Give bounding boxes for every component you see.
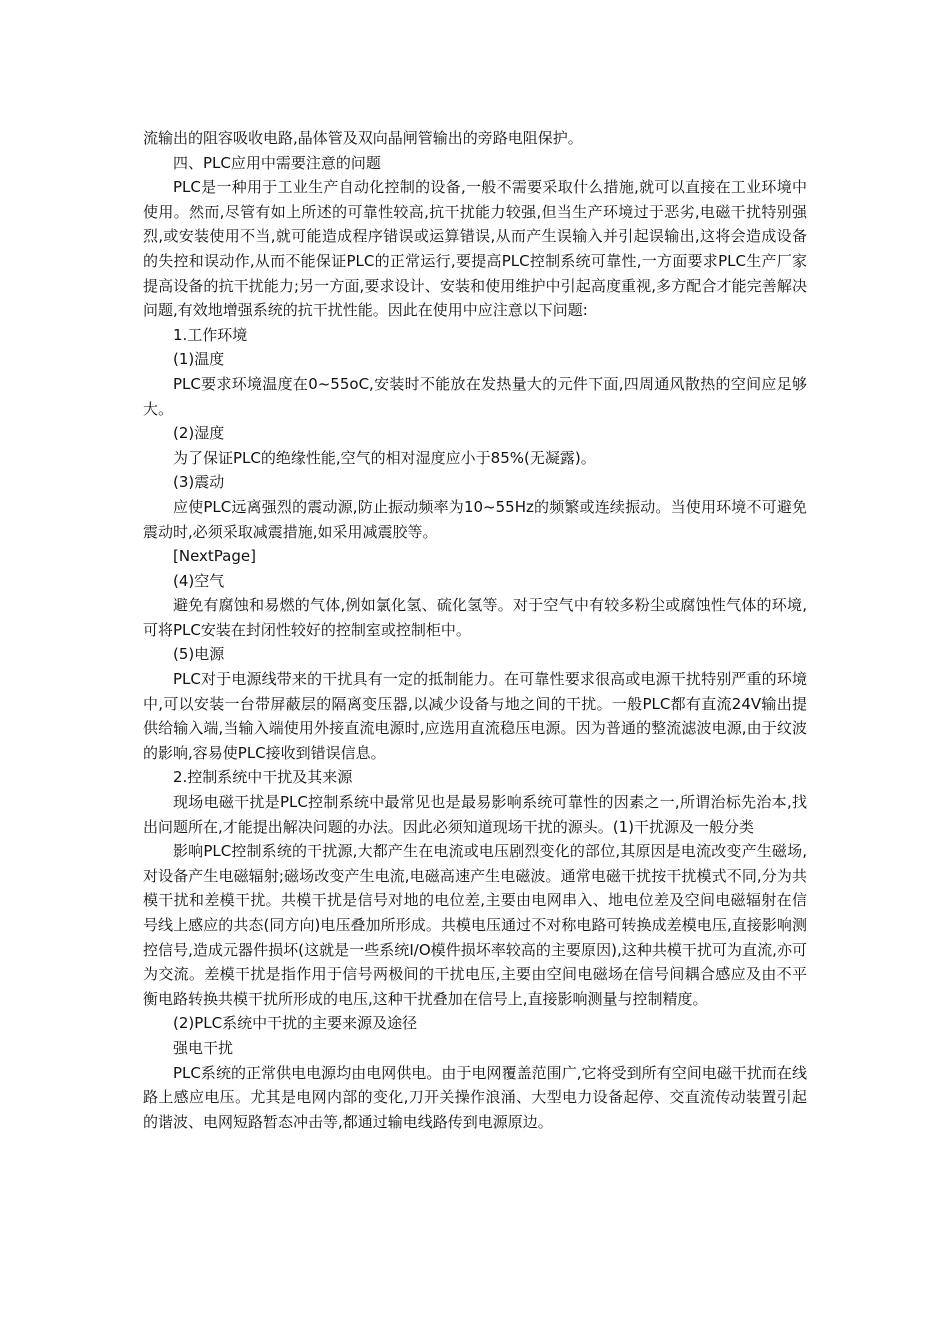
body-paragraph: PLC系统的正常供电电源均由电网供电。由于电网覆盖范围广,它将受到所有空间电磁干扰而在线路上感应电压。尤其是电网内部的变化,刀开关操作浪涌、大型电力设备起停、交直流传动装置引起的谐波、电网短路暂态冲击等,都通过输电线路传到电源原边。 (143, 1063, 807, 1131)
item-heading-humidity: (2)湿度 (173, 424, 225, 443)
item-heading-air: (4)空气 (173, 571, 225, 590)
subsection-heading-interference: 2.控制系统中干扰及其来源 (173, 768, 353, 787)
body-paragraph: 应使PLC远离强烈的震动源,防止振动频率为10~55Hz的频繁或连续振动。当使用环境不可避免震动时,必须采取减震措施,如采用减震胶等。 (143, 497, 807, 541)
item-heading-vibration: (3)震动 (173, 473, 225, 492)
section-heading-plc-notes: 四、PLC应用中需要注意的问题 (173, 153, 381, 172)
item-heading-interference-sources: (2)PLC系统中干扰的主要来源及途径 (173, 1014, 418, 1033)
page-break-marker: [NextPage] (173, 547, 256, 566)
body-paragraph: 影响PLC控制系统的干扰源,大都产生在电流或电压剧烈变化的部位,其原因是电流改变产生磁场,对设备产生电磁辐射;磁场改变产生电流,电磁高速产生电磁波。通常电磁干扰按干扰模式不同,分为共模干扰和差模干扰。共模干扰是信号对地的电位差,主要由电网串入、地电位差及空间电磁辐射在信号线上感应的共态(同方向)电压叠加所形成。共模电压通过不对称电路可转换成差模电压,直接影响测控信号,造成元器件损坏(这就是一些系统I/O模件损坏率较高的主要原因),这种共模干扰可为直流,亦可为交流。差模干扰是指作用于信号两极间的干扰电压,主要由空间电磁场在信号间耦合感应及由不平衡电路转换共模干扰所形成的电压,这种干扰叠加在信号上,直接影响测量与控制精度。 (143, 842, 807, 1008)
body-paragraph: 为了保证PLC的绝缘性能,空气的相对湿度应小于85%(无凝露)。 (173, 448, 596, 467)
item-heading-power: (5)电源 (173, 645, 225, 664)
body-paragraph: 避免有腐蚀和易燃的气体,例如氯化氢、硫化氢等。对于空气中有较多粉尘或腐蚀性气体的环境,可将PLC安装在封闭性较好的控制室或控制柜中。 (143, 596, 807, 639)
item-heading-strong-power: 强电干扰 (173, 1038, 234, 1057)
body-paragraph: 现场电磁干扰是PLC控制系统中最常见也是最易影响系统可靠性的因素之一,所谓治标先治本,找出问题所在,才能提出解决问题的办法。因此必须知道现场干扰的源头。(1)干扰源及一般分类 (143, 793, 807, 836)
body-paragraph-continued: 流输出的阻容吸收电路,晶体管及双向晶闸管输出的旁路电阻保护。 (143, 129, 583, 147)
body-paragraph: PLC要求环境温度在0~55oC,安装时不能放在发热量大的元件下面,四周通风散热的空间应足够大。 (143, 374, 807, 418)
document-page (143, 126, 807, 1134)
body-paragraph: PLC对于电源线带来的干扰具有一定的抵制能力。在可靠性要求很高或电源干扰特别严重的环境中,可以安装一台带屏蔽层的隔离变压器,以减少设备与地之间的干扰。一般PLC都有直流24V输出提供给输入端,当输入端使用外接直流电源时,应选用直流稳压电源。因为普通的整流滤波电源,由于纹波的影响,容易使PLC接收到错误信息。 (143, 670, 807, 762)
body-paragraph: PLC是一种用于工业生产自动化控制的设备,一般不需要采取什么措施,就可以直接在工业环境中使用。然而,尽管有如上所述的可靠性较高,抗干扰能力较强,但当生产环境过于恶劣,电磁干扰特别强烈,或安装使用不当,就可能造成程序错误或运算错误,从而产生误输入并引起误输出,这将会造成设备的失控和误动作,从而不能保证PLC的正常运行,要提高PLC控制系统可靠性,一方面要求PLC生产厂家提高设备的抗干扰能力;另一方面,要求设计、安装和使用维护中引起高度重视,多方配合才能完善解决问题,有效地增强系统的抗干扰性能。因此在使用中应注意以下问题: (143, 178, 807, 320)
subsection-heading-environment: 1.工作环境 (173, 325, 248, 344)
item-heading-temperature: (1)温度 (173, 350, 225, 369)
